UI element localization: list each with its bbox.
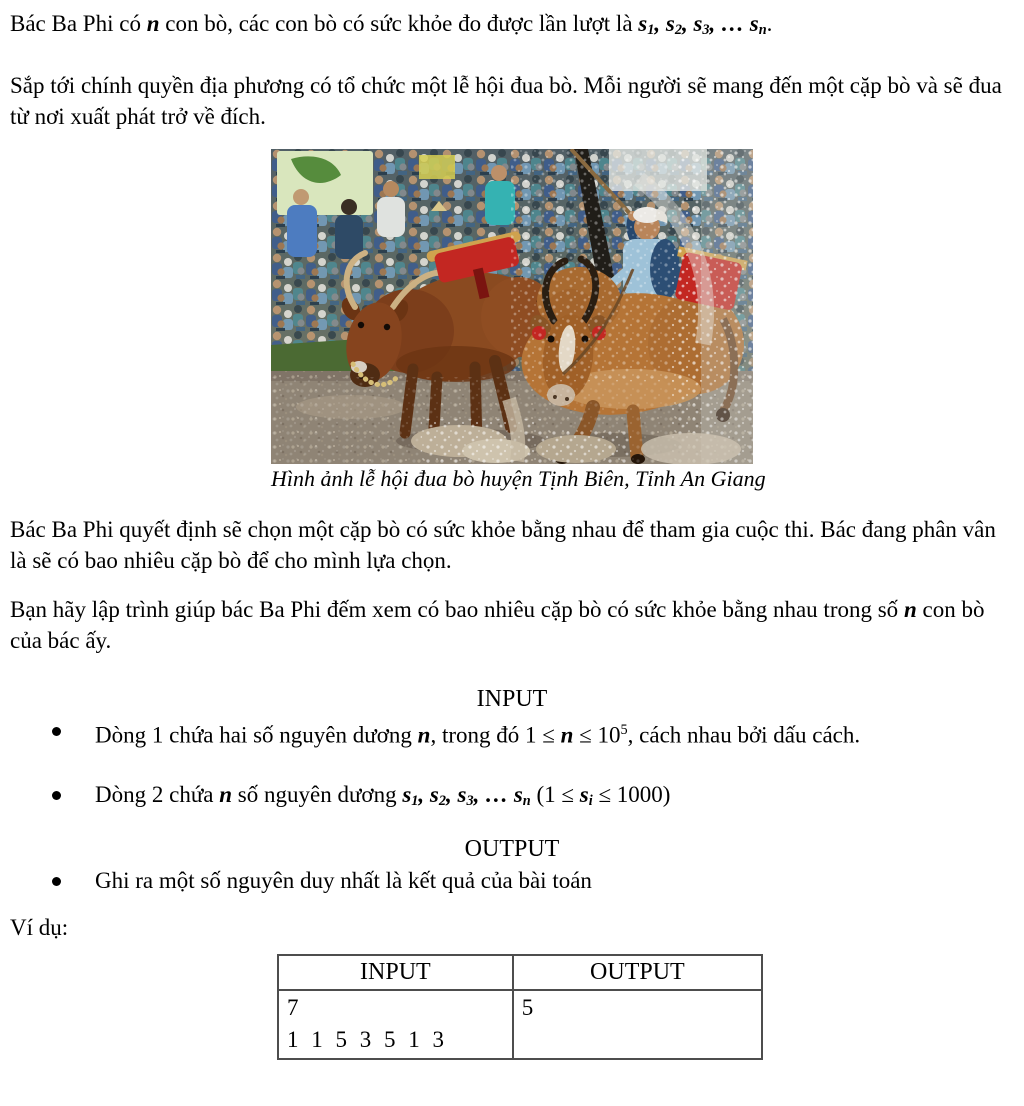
example-input-line-2: 1 1 5 3 5 1 3 <box>287 1027 444 1053</box>
example-table-header-input: INPUT <box>278 955 513 990</box>
example-table <box>277 954 763 1060</box>
example-table-data-row <box>278 990 762 1059</box>
ox-racing-photo <box>271 149 753 464</box>
figure-ox-racing <box>271 149 766 494</box>
example-input-cell <box>278 990 513 1059</box>
input-bullet-1: Dòng 1 chứa hai số nguyên dương n, trong đó $1 \le n \le 10^5$, cách nhau bởi dấu cách. <box>95 715 1014 751</box>
example-table-header-output: OUTPUT <box>513 955 762 990</box>
example-output-line-1: 5 <box>521 995 534 1021</box>
paragraph-intro: Bác Ba Phi có n con bò, các con bò có sức khỏe đo được lần lượt là s1, s2, s3, … sn. <box>10 11 773 38</box>
photo-caption: Hình ảnh lễ hội đua bò huyện Tịnh Biên, Tỉnh An Giang <box>271 465 766 491</box>
example-output-cell <box>513 990 762 1059</box>
paragraph-decision: Bác Ba Phi quyết định sẽ chọn một cặp bò có sức khỏe bằng nhau để tham gia cuộc thi. Bác đang phân vân là sẽ có bao nhiêu cặp bò để cho mình lựa chọn. <box>10 516 996 573</box>
yellow-sign <box>419 155 455 179</box>
example-input-line-1: 7 <box>287 995 299 1021</box>
input-bullet-2: Dòng 2 chứa n số nguyên dương s1, s2, s3, … sn (1 ≤ si ≤ 1000) <box>95 779 1014 817</box>
output-bullet-list <box>10 865 1014 896</box>
output-heading: OUTPUT <box>464 836 560 863</box>
paragraph-task: Bạn hãy lập trình giúp bác Ba Phi đếm xem có bao nhiêu cặp bò có sức khỏe bằng nhau trong số n con bò của bác ấy. <box>10 596 985 653</box>
example-table-header-row <box>278 955 762 990</box>
example-label: Ví dụ: <box>10 915 69 941</box>
input-heading: INPUT <box>476 685 548 712</box>
output-bullet-1: Ghi ra một số nguyên duy nhất là kết quả của bài toán <box>95 865 1014 896</box>
paragraph-festival: Sắp tới chính quyền địa phương có tổ chức một lễ hội đua bò. Mỗi người sẽ mang đến một cặp bò và sẽ đua từ nơi xuất phát trở về đích. <box>10 72 1002 129</box>
input-bullet-list <box>10 715 1014 817</box>
